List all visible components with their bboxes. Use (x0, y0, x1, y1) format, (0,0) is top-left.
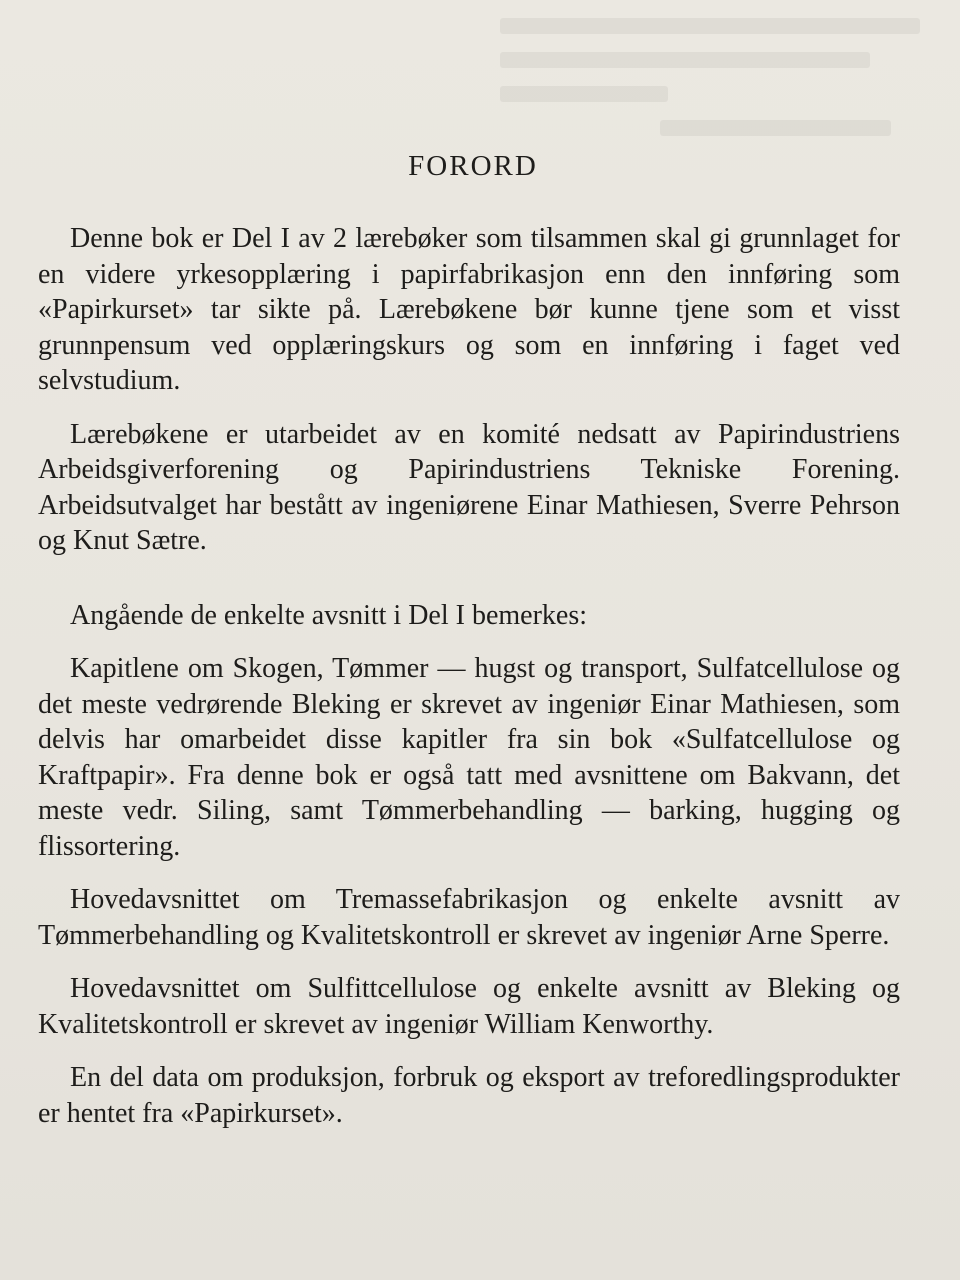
paragraph-committee: Lærebøkene er utarbeidet av en komité nedsatt av Papirindustriens Arbeidsgiverforening og Papirindustriens Tekniske Forening. Arbeidsutvalget har bestått av ingeniørene Einar Mathiesen, Sverre Pehrson og Knut Sætre. (38, 418, 900, 556)
paragraph-kenworthy: Hovedavsnittet om Sulfittcellulose og enkelte avsnitt av Bleking og Kvalitetskontroll er skrevet av ingeniør William Kenworthy. (38, 973, 900, 1040)
paragraph-intro: Denne bok er Del I av 2 lærebøker som tilsammen skal gi grunnlaget for en videre yrkesopplæring i papirfabrikasjon enn den innføring som «Papirkurset» tar sikte på. Lærebøkene bør kunne tjene som et visst grunnpensum ved opplæringskurs og som en innføring i faget ved selvstudium. (38, 223, 900, 396)
paragraph-sections-intro: Angående de enkelte avsnitt i Del I bemerkes: (70, 599, 588, 631)
paragraph-sperre: Hovedavsnittet om Tremassefabrikasjon og enkelte avsnitt av Tømmerbehandling og Kvalitetskontroll er skrevet av ingeniør Arne Sperre. (38, 884, 900, 951)
page-title: FORORD (408, 150, 538, 182)
paragraph-mathiesen: Kapitlene om Skogen, Tømmer — hugst og transport, Sulfatcellulose og det meste vedrørende Bleking er skrevet av ingeniør Einar Mathiesen, som delvis har omarbeidet disse kapitler fra sin bok «Sulfatcellulose og Kraftpapir». Fra denne bok er også tatt med avsnittene om Bakvann, det meste vedr. Siling, samt Tømmerbehandling — barking, hugging og flissortering. (38, 653, 900, 862)
paragraph-data-source: En del data om produksjon, forbruk og eksport av treforedlingsprodukter er hentet fra «Papirkurset». (38, 1062, 900, 1129)
